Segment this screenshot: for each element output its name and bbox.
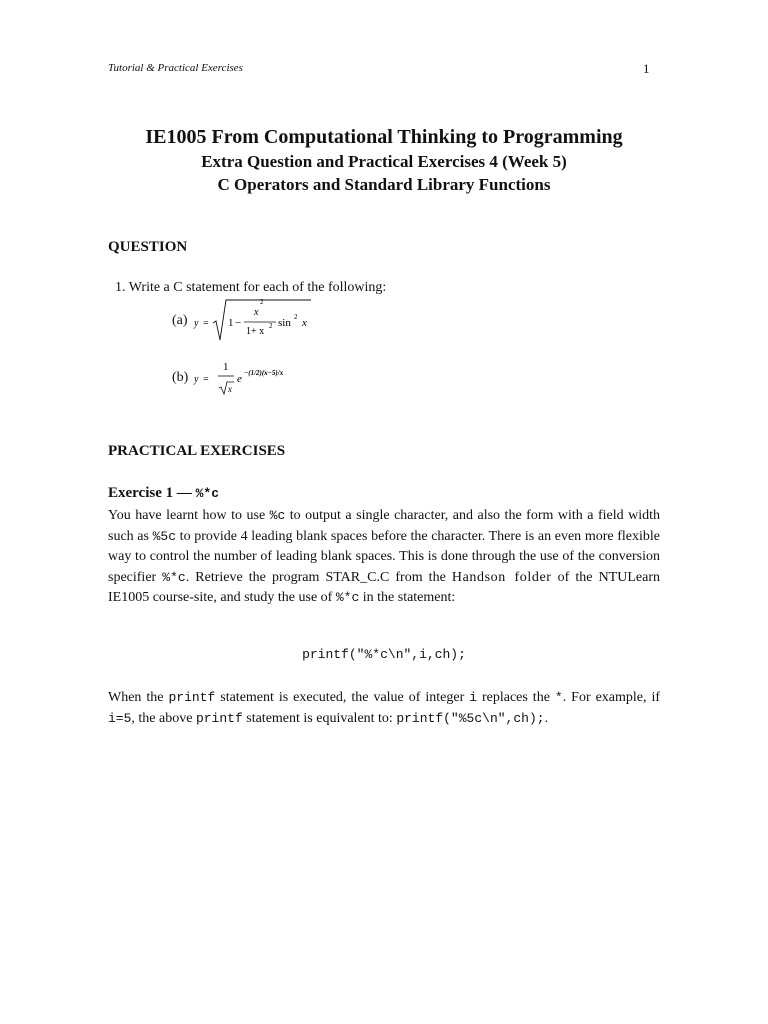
eq-a-lhs: y (194, 318, 199, 329)
exercise-1-title-text: Exercise 1 — (108, 485, 196, 501)
p1-code-3: %*c (162, 569, 186, 585)
practical-exercises-heading: PRACTICAL EXERCISES (108, 443, 286, 459)
question-1-intro: 1. Write a C statement for each of the following: (115, 280, 387, 295)
eq-a-minus: − (235, 317, 242, 329)
eq-a-equals: = (203, 318, 209, 329)
p2-text-1: When the (108, 690, 169, 705)
p2-text-3: replaces the (477, 690, 555, 705)
p1-text-2: to output a single character, and also the form with a field width such as (108, 508, 661, 544)
eq-a-function: sin (278, 317, 291, 329)
p1-text-handson-folder: Handson folder (451, 569, 552, 585)
p1-code-2: %5c (152, 528, 177, 544)
p2-code-2: i (469, 690, 478, 705)
document-title-block (0, 124, 768, 196)
running-header-title: Tutorial & Practical Exercises (108, 62, 243, 74)
equation-a-label: (a) (172, 313, 188, 328)
p2-code-1: printf (168, 690, 216, 705)
document-title: IE1005 From Computational Thinking to Programming (145, 126, 623, 148)
eq-a-numerator: x (254, 307, 259, 318)
p2-code-4: i=5 (108, 710, 132, 726)
exercise-1-paragraph-1 (108, 506, 660, 609)
p2-text-4: . For example, if (562, 690, 661, 705)
p2-text-5: , the above (131, 710, 196, 726)
page-number: 1 (643, 61, 650, 76)
eq-b-denominator: x (228, 384, 232, 394)
p2-text-6: statement is equivalent to: (242, 710, 397, 726)
p2-text-2: statement is executed, the value of integer (215, 690, 470, 705)
p1-text-1: You have learnt how to use (108, 508, 270, 523)
question-heading: QUESTION (108, 239, 188, 255)
eq-b-equals: = (203, 374, 209, 385)
p2-text-7: . (544, 710, 549, 726)
p1-text-4: . Retrieve the program STAR_C.C from the (185, 569, 452, 585)
eq-a-argument: x (302, 317, 307, 329)
printf-code-statement: printf("%*c\n",i,ch); (302, 647, 466, 662)
document-subtitle-topic: C Operators and Standard Library Functions (217, 175, 551, 194)
equation-b (194, 356, 314, 398)
equation-b-label: (b) (172, 370, 189, 385)
p1-text-7: in the statement: (359, 590, 456, 605)
eq-b-numerator: 1 (223, 361, 229, 373)
eq-a-denominator-exponent: 2 (269, 322, 273, 330)
eq-b-base: e (237, 373, 242, 385)
p2-code-6: printf("%5c\n",ch); (396, 710, 545, 726)
p2-code-5: printf (195, 710, 243, 726)
document-subtitle-week: Extra Question and Practical Exercises 4 (Week 5) (201, 152, 567, 171)
p2-code-3: * (554, 690, 563, 705)
exercise-1-title (108, 485, 219, 502)
exercise-1-title-code: %*c (195, 486, 220, 501)
eq-b-lhs: y (194, 374, 199, 385)
p1-text-6: of the NTULearn IE1005 course-site, and study the use of (108, 569, 660, 605)
eq-a-numerator-exponent: 2 (260, 298, 264, 306)
p1-code-1: %c (269, 508, 286, 523)
eq-a-function-exponent: 2 (294, 313, 298, 321)
eq-a-denominator: 1+ x (246, 326, 265, 337)
p1-code-4: %*c (335, 590, 360, 605)
exercise-1-paragraph-2 (108, 688, 660, 729)
eq-b-exponent: −(1/2)(x−5)/x (244, 369, 284, 377)
eq-a-one: 1 (228, 317, 234, 329)
equation-a (194, 296, 354, 346)
p1-text-3: to provide 4 leading blank spaces before the character. There is an even more flexible way to control the number of leading blank spaces. This is done through the use of the conversion specifier (108, 528, 660, 585)
